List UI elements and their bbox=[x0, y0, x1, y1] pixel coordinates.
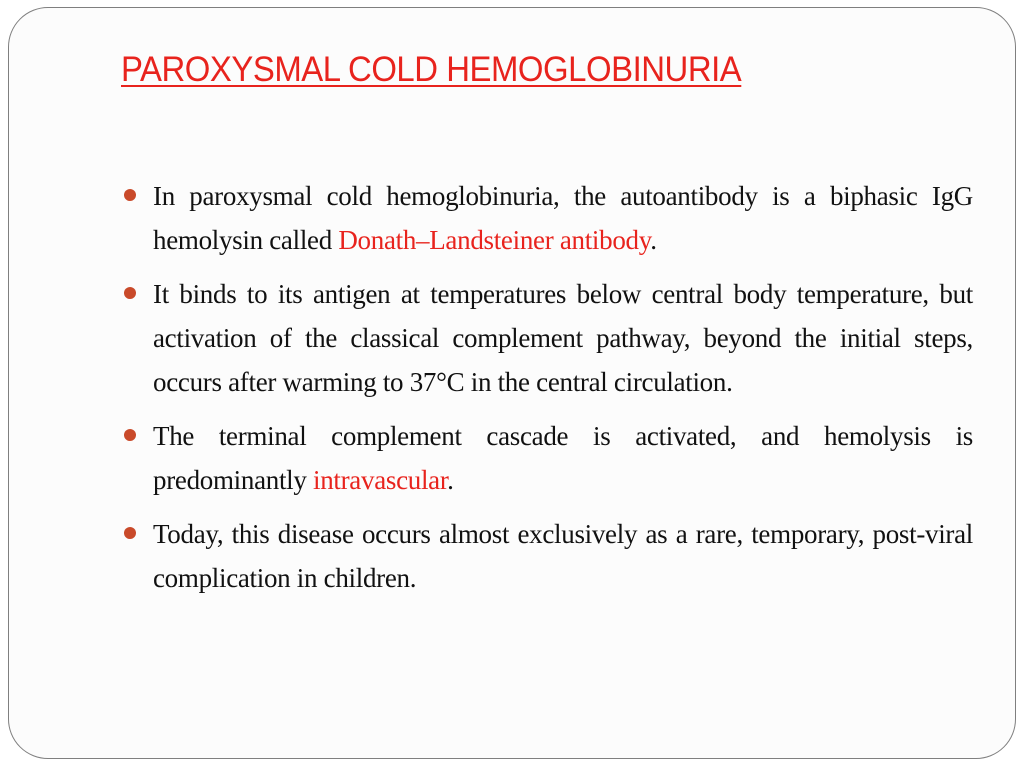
bullet-dot-icon bbox=[124, 429, 136, 441]
bullet-text: In paroxysmal cold hemoglobinuria, the autoantibody is a biphasic IgG hemolysin called bbox=[153, 181, 973, 255]
bullet-text-end: . bbox=[650, 225, 657, 255]
slide-frame bbox=[8, 7, 1016, 759]
bullet-item-4 bbox=[121, 512, 973, 600]
bullet-dot-icon bbox=[124, 189, 136, 201]
bullet-dot-icon bbox=[124, 527, 136, 539]
highlight-term: intravascular bbox=[313, 465, 448, 495]
bullet-text-end: . bbox=[447, 465, 454, 495]
slide-title: PAROXYSMAL COLD HEMOGLOBINURIA bbox=[121, 50, 742, 89]
bullet-text: Today, this disease occurs almost exclusively as a rare, temporary, post-viral complication in children. bbox=[153, 519, 973, 593]
bullet-text: It binds to its antigen at temperatures below central body temperature, but activation of the classical complement pathway, beyond the initial steps, occurs after warming to 37°C in the central circulation. bbox=[153, 279, 973, 397]
bullet-item-1 bbox=[121, 174, 973, 262]
highlight-term: Donath–Landsteiner antibody bbox=[338, 225, 651, 255]
bullet-list bbox=[121, 174, 973, 610]
bullet-dot-icon bbox=[124, 287, 136, 299]
bullet-item-3 bbox=[121, 414, 973, 502]
bullet-text: The terminal complement cascade is activated, and hemolysis is predominantly bbox=[153, 421, 973, 495]
bullet-item-2 bbox=[121, 272, 973, 404]
